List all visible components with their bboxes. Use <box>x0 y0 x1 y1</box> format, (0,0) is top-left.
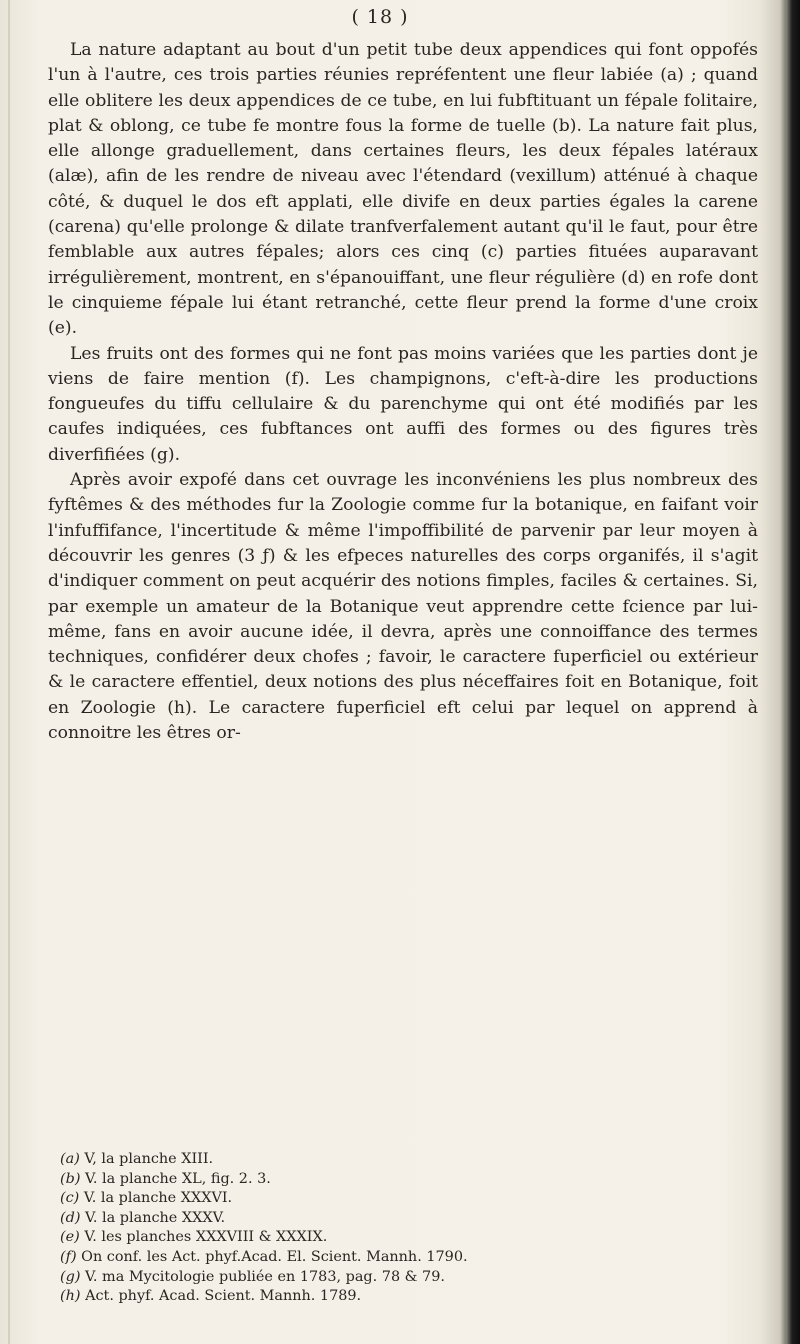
footnote-mark: (c) <box>60 1190 80 1207</box>
footnote-text: V. la planche XXXV. <box>85 1209 226 1226</box>
paragraph-flowers: La nature adaptant au bout d'un petit tube deux appendices qui font oppofés l'un à l'autre, ces trois parties réunies repréfentent une fleur labiée (a) ; quand elle oblitere les deux appendices de ce tube, en lui fubftituant un fépale folitaire, plat & oblong, ce tube fe montre fous la forme de tuelle (b). La nature fait plus, elle allonge graduellement, dans certaines fleurs, les deux fépales latéraux (alæ), afin de les rendre de niveau avec l'étendard (vexillum) atténué à chaque côté, & duquel le dos eft applati, elle divife en deux parties égales la carene (carena) qu'elle prolonge & dilate tranfverfalement autant qu'il le faut, pour être femblable aux autres fépales; alors ces cinq (c) parties fituées auparavant irrégulièrement, montrent, en s'épanouiffant, une fleur régulière (d) en rofe dont le cinquieme fépale lui étant retranché, cette fleur prend la forme d'une croix (e). <box>48 40 758 339</box>
footnote-text: V. la planche XL, fig. 2. 3. <box>85 1170 271 1187</box>
footnote-mark: (a) <box>60 1151 80 1167</box>
footnote-text: V. la planche XXXVI. <box>83 1190 233 1207</box>
footnotes <box>60 1150 750 1307</box>
footnote <box>60 1287 750 1307</box>
paragraph-fruits: Les fruits ont des formes qui ne font pas moins variées que les parties dont je viens de faire mention (f). Les champignons, c'eft-à-dire les productions fongueufes du tiffu cellulaire & du parenchyme qui ont été modifiés par les caufes indiquées, ces fubftances ont auffi des formes ou des figures très diverfifiées (g). <box>48 343 758 465</box>
footnote <box>60 1150 750 1170</box>
footnote-text: V, la planche XIII. <box>84 1151 214 1167</box>
footnote-text: On conf. les Act. phyf.Acad. El. Scient. Mannh. 1790. <box>81 1248 468 1265</box>
footnote <box>60 1228 750 1248</box>
footnote <box>60 1189 750 1209</box>
footnote <box>60 1248 750 1268</box>
footnote-text: V. les planches XXXVIII & XXXIX. <box>84 1229 328 1246</box>
page-margin-line <box>8 0 10 1344</box>
footnote-text: Act. phyf. Acad. Scient. Mannh. 1789. <box>85 1288 362 1305</box>
main-text <box>48 38 758 746</box>
footnote-mark: (h) <box>60 1288 81 1305</box>
footnote <box>60 1170 750 1190</box>
footnote-mark: (d) <box>60 1209 81 1226</box>
footnote <box>60 1209 750 1229</box>
footnote-mark: (b) <box>60 1170 81 1187</box>
page-number: ( 18 ) <box>351 6 409 28</box>
paragraph-method: Après avoir expofé dans cet ouvrage les inconvéniens les plus nombreux des fyftêmes & des méthodes fur la Zoologie comme fur la botanique, en faifant voir l'infuffifance, l'incertitude & même l'impoffibilité de parvenir par leur moyen à découvrir les genres (3 ƒ) & les efpeces naturelles des corps organifés, il s'agit d'indiquer comment on peut acquérir des notions fimples, faciles & certaines. Si, par exemple un amateur de la Botanique veut apprendre cette fcience par lui-même, fans en avoir aucune idée, il devra, après une connoiffance des termes techniques, confidérer deux chofes ; favoir, le caractere fuperficiel ou extérieur & le caractere effentiel, deux notions des plus néceffaires foit en Botanique, foit en Zoologie (h). Le caractere fuperficiel eft celui par lequel on apprend à connoitre les êtres or- <box>48 470 758 744</box>
footnote-mark: (f) <box>60 1248 77 1265</box>
footnote-mark: (g) <box>60 1268 81 1285</box>
book-binding-edge <box>786 0 800 1344</box>
footnote-mark: (e) <box>60 1229 80 1246</box>
footnote-text: V. ma Mycitologie publiée en 1783, pag. 78 & 79. <box>85 1268 445 1285</box>
footnote <box>60 1268 750 1288</box>
